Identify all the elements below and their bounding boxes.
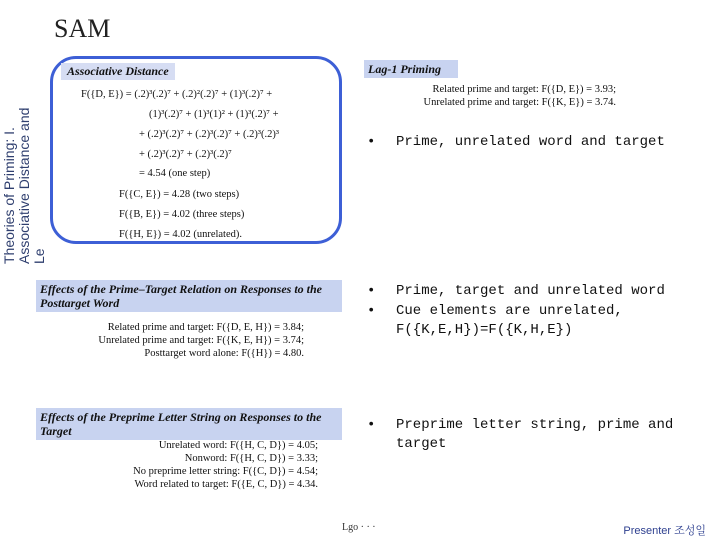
lag1-line: Unrelated prime and target: F({K, E}) = 3.74. [423, 97, 616, 108]
bullet-text: Cue elements are unrelated, F({K,E,H})=F({K,H,E}) [396, 303, 623, 338]
formula-line: + (.2)³(.2)⁷ + (.2)³(.2)⁷ [139, 149, 232, 160]
slide-title: SAM [54, 14, 111, 43]
page-number: Lgo · · · [342, 522, 376, 533]
formula-line: = 4.54 (one step) [139, 168, 211, 179]
bullet-text: Prime, unrelated word and target [396, 134, 665, 150]
associative-distance-panel [50, 56, 342, 244]
formula-line: F({B, E}) = 4.02 (three steps) [119, 209, 245, 220]
preprime-line: No preprime letter string: F({C, D}) = 4.54; [133, 466, 318, 477]
preprime-line: Unrelated word: F({H, C, D}) = 4.05; [158, 440, 318, 451]
lag1-heading: Lag-1 Priming [364, 60, 458, 78]
side-title-line: Theories of Priming: I. [1, 127, 17, 264]
bullet-text: Preprime letter string, prime and target [396, 417, 674, 452]
presenter-label: Presenter 조성일 [623, 525, 706, 537]
preprime-line: Word related to target: F({E, C, D}) = 4.34. [134, 479, 318, 490]
formula-line: F({H, E}) = 4.02 (unrelated). [119, 229, 243, 240]
posttarget-line: Related prime and target: F({D, E, H}) = 3.84; [107, 322, 304, 333]
lag1-line: Related prime and target: F({D, E}) = 3.93; [432, 84, 616, 95]
formula-line: F({D, E}) = (.2)³(.2)⁷ + (.2)²(.2)⁷ + (1)³(.2)⁷ + [81, 89, 273, 100]
formula-line: F({C, E}) = 4.28 (two steps) [119, 189, 240, 200]
side-title-line: Associative Distance and [16, 107, 32, 264]
associative-distance-heading: Associative Distance [61, 63, 175, 80]
formula-line: + (.2)³(.2)⁷ + (.2)³(.2)⁷ + (.2)³(.2)³ [139, 129, 280, 140]
posttarget-line: Unrelated prime and target: F({K, E, H}) = 3.74; [98, 335, 304, 346]
bullet-marker: • [367, 283, 376, 299]
preprime-line: Nonword: F({H, C, D}) = 3.33; [184, 453, 318, 464]
side-title [2, 4, 46, 264]
posttarget-line: Posttarget word alone: F({H}) = 4.80. [144, 348, 304, 359]
preprime-heading: Effects of the Preprime Letter String on Responses to the Target [36, 408, 342, 440]
formula-line: (1)³(.2)⁷ + (1)³(1)² + (1)³(.2)⁷ + [149, 109, 279, 120]
bullet-marker: • [367, 303, 376, 319]
side-title-line: Le [31, 248, 47, 264]
bullet-marker: • [367, 417, 376, 433]
bullet-text: Prime, target and unrelated word [396, 283, 665, 299]
bullet-marker: • [367, 134, 376, 150]
posttarget-heading: Effects of the Prime–Target Relation on Responses to the Posttarget Word [36, 280, 342, 312]
